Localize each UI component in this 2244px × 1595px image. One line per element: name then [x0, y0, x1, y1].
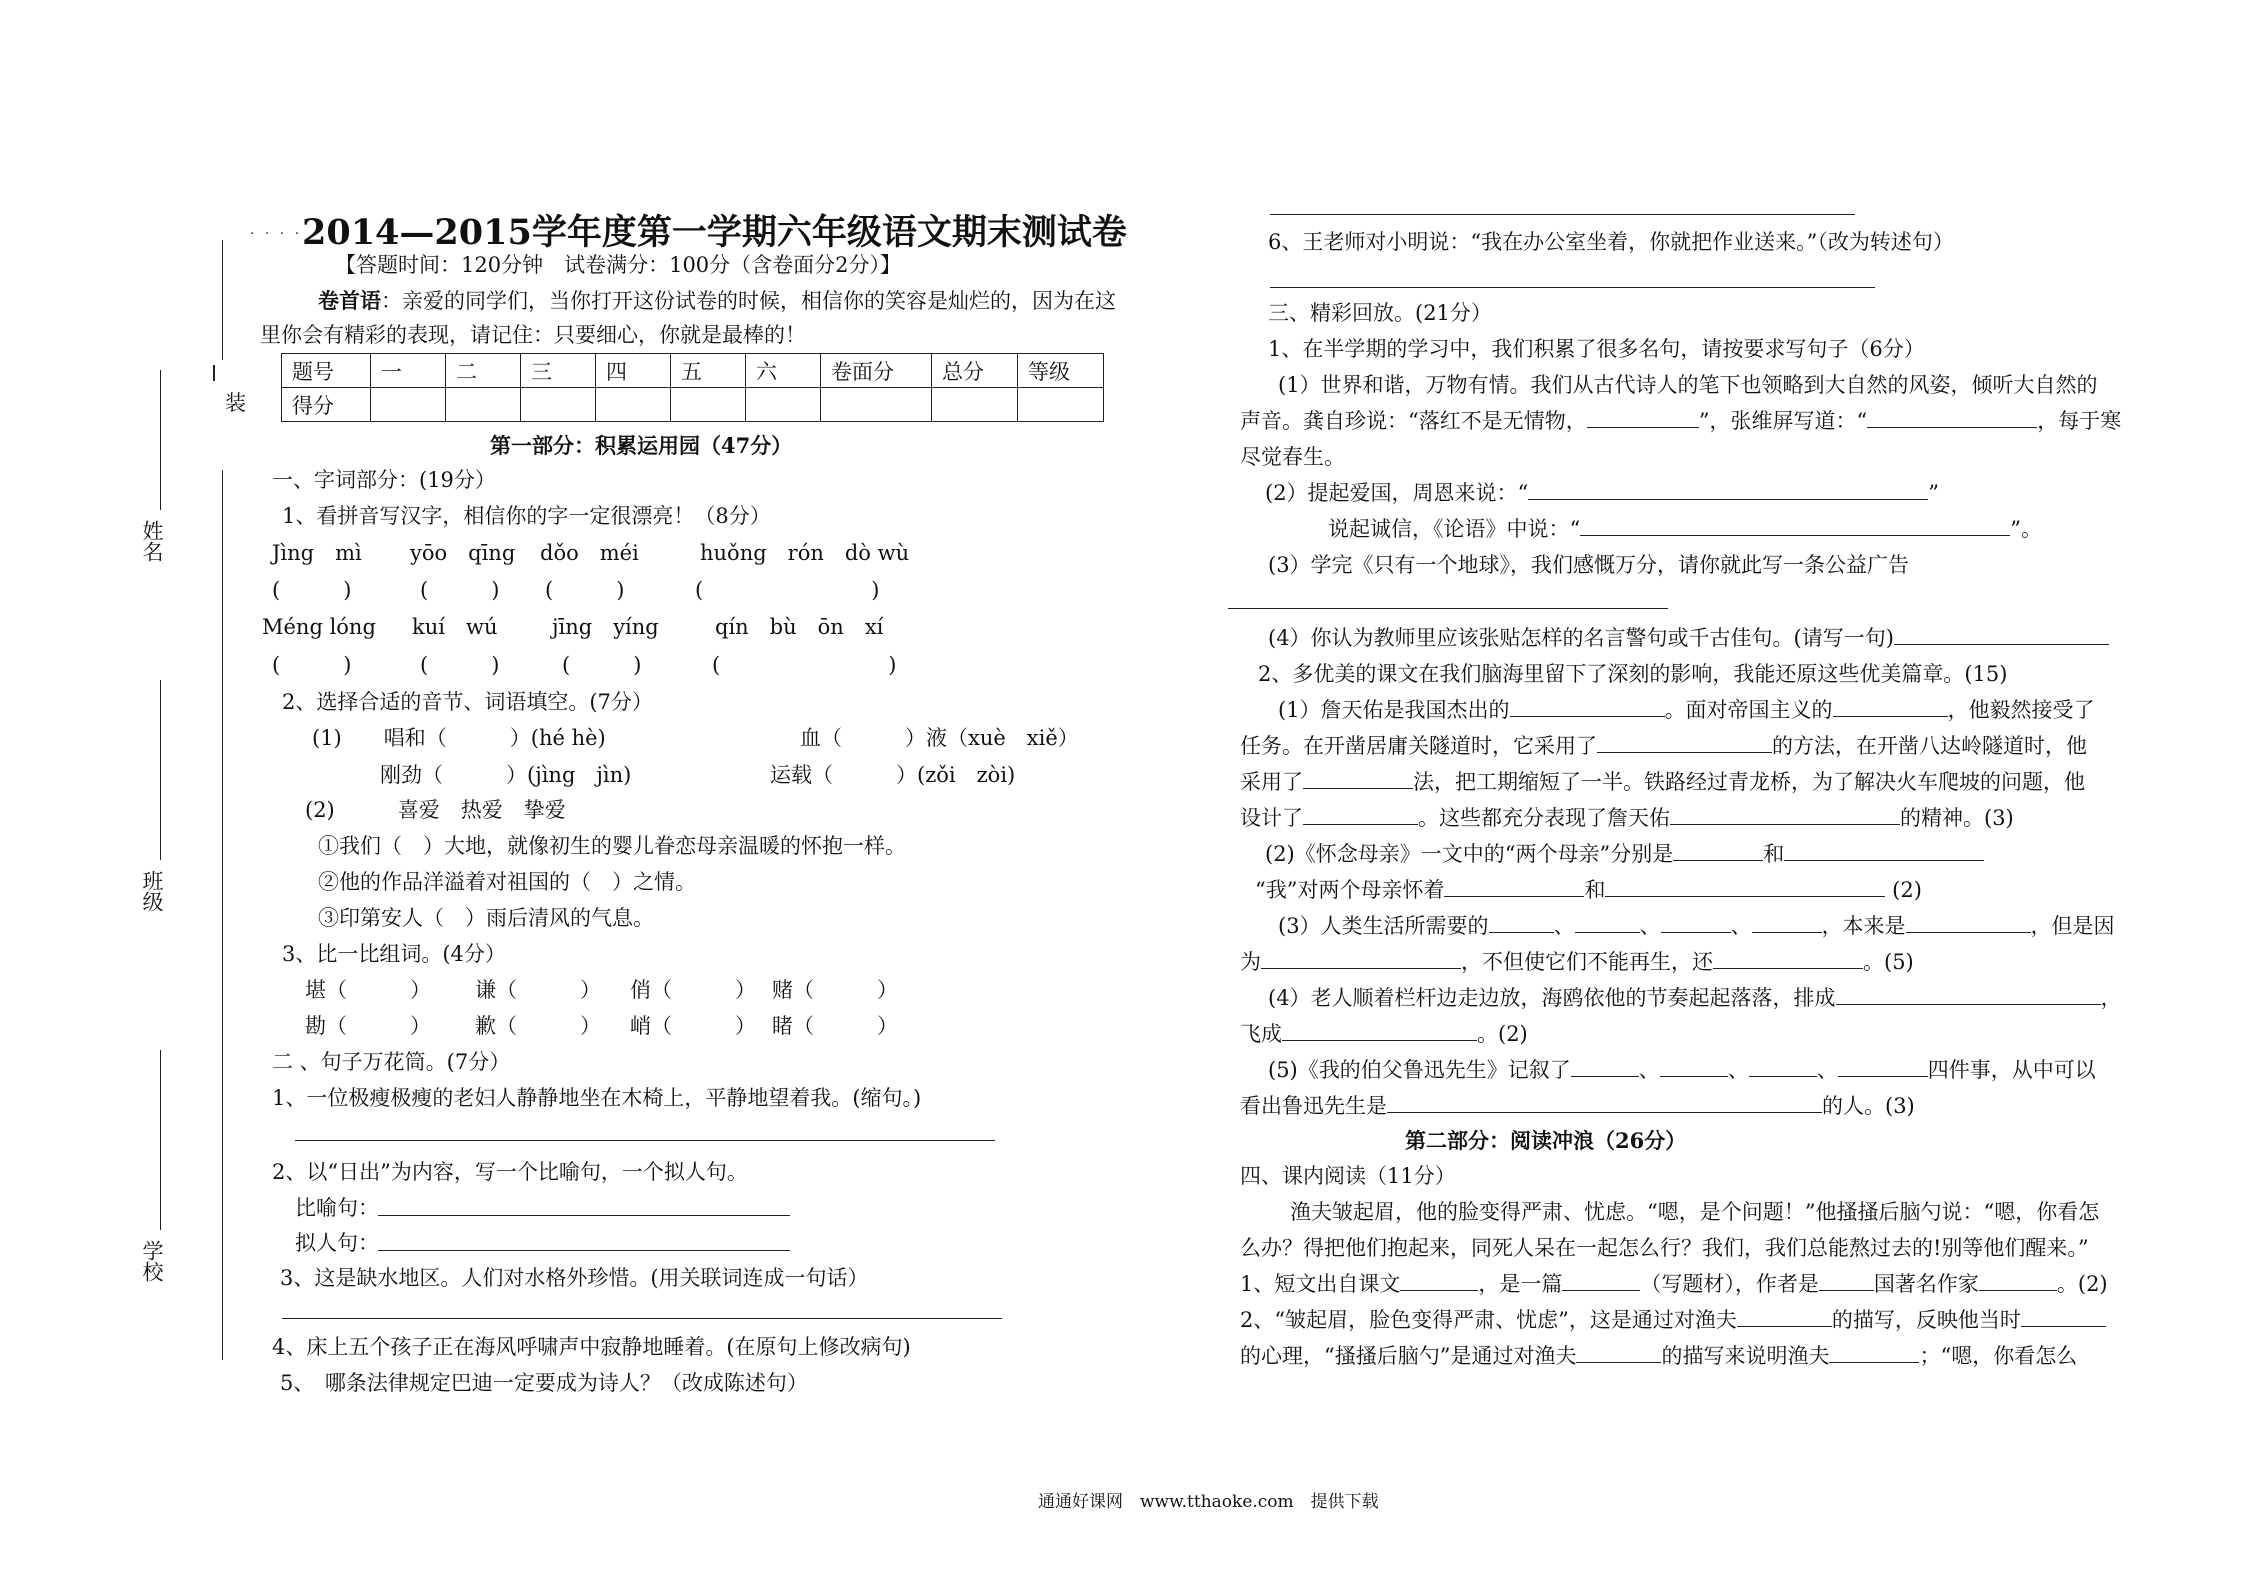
s2-q5: 5、 哪条法律规定巴迪一定要成为诗人？（改成陈述句） — [280, 1371, 808, 1395]
answer-bracket[interactable]: ( ) — [420, 578, 500, 602]
table-cell: 五 — [671, 354, 746, 388]
s2-q3: 3、这是缺水地区。人们对水格外珍惜。(用关联词连成一句话） — [280, 1266, 869, 1290]
reading-q2: 2、“皱起眉，脸色变得严肃、忧虑”，这是通过对渔夫 的描写，反映他当时 — [1240, 1310, 2106, 1331]
table-row — [282, 354, 1104, 388]
blank[interactable] — [1749, 1076, 1817, 1077]
pinyin: huǒng rón dò wù — [700, 541, 910, 565]
blank[interactable] — [1670, 824, 1900, 825]
q3-item: 峭（ ） — [630, 1014, 756, 1038]
answer-bracket[interactable]: ( ) — [272, 578, 352, 602]
s3-q2d: 设计了 。这些都充分表现了詹天佑 的精神。(3) — [1240, 806, 2014, 830]
pinyin: Jìng mì — [272, 541, 362, 565]
answer-bracket[interactable]: ( ) — [272, 653, 352, 677]
answer-line[interactable] — [295, 1140, 995, 1141]
binding-line — [222, 240, 223, 360]
s3-q2k: (5)《我的伯父鲁迅先生》记叙了 、 、 、 四件事，从中可以 — [1268, 1058, 2096, 1082]
table-cell: 等级 — [1018, 354, 1104, 388]
score-table — [281, 353, 1104, 422]
s3-q1b: 声音。龚自珍说：“落红不是无情物， ”，张维屏写道：“ ，每于寒 — [1240, 409, 2122, 433]
s3-q2: 2、多优美的课文在我们脑海里留下了深刻的影响，我能还原这些优美篇章。(15) — [1258, 662, 2008, 686]
blank[interactable] — [1829, 1362, 1919, 1363]
blank[interactable] — [1605, 896, 1885, 897]
s3-q2j: 飞成 。(2) — [1240, 1022, 1528, 1046]
s3-q1c: 尽觉春生。 — [1240, 445, 1345, 469]
table-cell: 总分 — [932, 354, 1018, 388]
s2-q2: 2、以“日出”为内容，写一个比喻句，一个拟人句。 — [272, 1160, 748, 1184]
blank[interactable] — [1400, 1290, 1478, 1291]
q3-item: 睹（ ） — [772, 1014, 898, 1038]
q1-prompt: 1、看拼音写汉字，相信你的字一定很漂亮！（8分） — [282, 504, 771, 528]
s3-q2c: 采用了 法，把工期缩短了一半。铁路经过青龙桥，为了解决火车爬坡的问题，他 — [1240, 770, 2085, 794]
score-cell[interactable] — [446, 388, 521, 422]
blank[interactable] — [1752, 932, 1822, 933]
blank[interactable] — [1576, 1362, 1661, 1363]
score-cell[interactable] — [821, 388, 932, 422]
table-cell: 四 — [596, 354, 671, 388]
answer-bracket[interactable]: ( ) — [695, 578, 880, 602]
blank[interactable] — [1510, 716, 1665, 717]
answer-line[interactable] — [1270, 287, 1875, 288]
q2-item: 血（ ）液（xuè xiě） — [800, 726, 1079, 750]
score-cell[interactable] — [1018, 388, 1104, 422]
s3-q2g: (3）人类生活所需要的 、 、 、 ，本来是 ，但是因 — [1278, 914, 2115, 938]
s3-q2b: 任务。在开凿居庸关隧道时，它采用了 的方法，在开凿八达岭隧道时，他 — [1240, 734, 2087, 758]
name-field[interactable] — [160, 370, 161, 510]
s2-q6: 6、王老师对小明说：“我在办公室坐着，你就把作业送来。”（改为转述句） — [1268, 230, 1954, 254]
binding-mark — [213, 365, 215, 381]
s3-q1: 1、在半学期的学习中，我们积累了很多名句，请按要求写句子（6分） — [1268, 337, 1925, 361]
school-label: 学校 — [140, 1240, 164, 1282]
q2-item: (1) 唱和（ ）(hé hè) — [312, 726, 606, 750]
s3-q1d: (2）提起爱国，周恩来说：“ ” — [1265, 481, 1940, 505]
table-cell: 题号 — [282, 354, 371, 388]
blank[interactable] — [1261, 968, 1461, 969]
pinyin: Méng lóng — [262, 615, 376, 639]
blank[interactable] — [1282, 1040, 1477, 1041]
q2-prompt: 2、选择合适的音节、词语填空。(7分） — [282, 690, 653, 714]
answer-bracket[interactable]: ( ) — [562, 653, 642, 677]
blank[interactable] — [1489, 932, 1554, 933]
blank[interactable] — [1906, 932, 2031, 933]
blank[interactable] — [1303, 824, 1418, 825]
personification-label: 拟人句： — [295, 1231, 379, 1255]
part1-title: 第一部分：积累运用园（47分） — [490, 433, 793, 458]
score-cell[interactable] — [671, 388, 746, 422]
blank[interactable] — [1737, 1326, 1832, 1327]
q3-item: 歉（ ） — [475, 1014, 601, 1038]
binding-line — [222, 470, 223, 1360]
s3-q2l: 看出鲁迅先生是 的人。(3) — [1240, 1094, 1915, 1118]
name-label: 姓名 — [140, 520, 164, 562]
score-cell[interactable] — [521, 388, 596, 422]
q2-sentence: ②他的作品洋溢着对祖国的（ ）之情。 — [318, 870, 696, 894]
blank[interactable] — [1661, 932, 1731, 933]
q2-item: 运载（ ）(zǒi zòi) — [770, 763, 1016, 787]
score-cell[interactable] — [596, 388, 671, 422]
q3-item: 堪（ ） — [305, 978, 431, 1002]
reading-q3: 的心理，“搔搔后脑勺”是通过对渔夫 的描写来说明渔夫 ；“嗯，你看怎么 — [1240, 1344, 2078, 1368]
reading-q1: 1、短文出自课文 ，是一篇 （写题材），作者是 国著名作家 。(2) — [1240, 1272, 2108, 1296]
pinyin: yōo qīng — [410, 541, 516, 565]
table-cell: 三 — [521, 354, 596, 388]
q3-item: 赌（ ） — [772, 978, 898, 1002]
blank[interactable] — [1838, 1076, 1928, 1077]
blank[interactable] — [1673, 860, 1763, 861]
reading-passage-line: 么办？得把他们抱起来，同死人呆在一起怎么行？我们，我们总能熬过去的!别等他们醒来。” — [1240, 1236, 2089, 1260]
blank[interactable] — [1713, 968, 1863, 969]
s3-q2a: (1）詹天佑是我国杰出的 。面对帝国主义的 ，他毅然接受了 — [1278, 698, 2095, 722]
pinyin: qín bù ōn xí — [715, 615, 884, 639]
table-cell: 二 — [446, 354, 521, 388]
preface-label: 卷首语 — [318, 288, 381, 313]
class-field[interactable] — [160, 680, 161, 860]
blank[interactable] — [1597, 752, 1772, 753]
margin-dots: . . . . — [250, 222, 303, 238]
score-cell[interactable] — [932, 388, 1018, 422]
q2-sentence: ①我们（ ）大地，就像初生的婴儿眷恋母亲温暖的怀抱一样。 — [318, 834, 906, 858]
score-cell[interactable] — [746, 388, 821, 422]
blank[interactable] — [1562, 1290, 1640, 1291]
blank[interactable] — [1571, 1076, 1639, 1077]
q3-prompt: 3、比一比组词。(4分） — [282, 942, 506, 966]
q3-item: 谦（ ） — [475, 978, 601, 1002]
s3-q1a: (1）世界和谐，万物有情。我们从古代诗人的笔下也领略到大自然的风姿，倾听大自然的 — [1278, 373, 2098, 397]
s2-q1: 1、一位极瘦极瘦的老妇人静静地坐在木椅上，平静地望着我。(缩句。) — [272, 1086, 922, 1110]
blank[interactable] — [1894, 644, 2109, 645]
school-field[interactable] — [160, 1050, 161, 1230]
table-row — [282, 388, 1104, 422]
answer-line[interactable] — [378, 1250, 790, 1251]
table-cell: 六 — [746, 354, 821, 388]
blank[interactable] — [1528, 499, 1928, 500]
blank[interactable] — [1303, 788, 1413, 789]
section-2-heading: 二 、句子万花筒。(7分） — [272, 1050, 511, 1074]
q2-item: 刚劲（ ）(jìng jìn) — [380, 763, 632, 787]
section-1-heading: 一、字词部分：(19分） — [272, 468, 496, 492]
exam-meta: 【答题时间：120分钟 试卷满分：100分（含卷面分2分）】 — [335, 253, 902, 277]
blank[interactable] — [2021, 1326, 2106, 1327]
answer-bracket[interactable]: ( ) — [545, 578, 625, 602]
blank[interactable] — [1587, 427, 1699, 428]
answer-bracket[interactable]: ( ) — [420, 653, 500, 677]
blank[interactable] — [1784, 860, 1984, 861]
s3-q2f: “我”对两个母亲怀着 和 (2) — [1255, 878, 1922, 902]
s3-q2i: (4）老人顺着栏杆边走边放，海鸥依他的节奏起起落落，排成 ， — [1268, 986, 2122, 1010]
answer-line[interactable] — [1228, 608, 1668, 609]
simile-label: 比喻句： — [295, 1196, 379, 1220]
pinyin: kuí wú — [412, 615, 498, 639]
blank[interactable] — [1833, 716, 1948, 717]
q3-item: 勘（ ） — [305, 1014, 431, 1038]
blank[interactable] — [1444, 896, 1584, 897]
preface-line-1: 卷首语：亲爱的同学们，当你打开这份试卷的时候，相信你的笑容是灿烂的，因为在这 — [318, 288, 1116, 313]
s2-q4: 4、床上五个孩子正在海风呼啸声中寂静地睡着。(在原句上修改病句) — [272, 1335, 911, 1359]
class-label: 班级 — [140, 870, 164, 912]
blank[interactable] — [1819, 1290, 1874, 1291]
s3-q2h: 为 ，不但使它们不能再生，还 。(5) — [1240, 950, 1914, 974]
answer-line[interactable] — [282, 1318, 1002, 1319]
blank[interactable] — [1836, 1004, 2101, 1005]
section-3-heading: 三、精彩回放。(21分） — [1268, 301, 1492, 325]
part2-title: 第二部分：阅读冲浪（26分） — [1405, 1128, 1687, 1153]
answer-bracket[interactable]: ( ) — [712, 653, 897, 677]
footer-credit: 通通好课网 www.tthaoke.com 提供下载 — [1038, 1492, 1379, 1512]
q2-sentence: ③印第安人（ ）雨后清风的气息。 — [318, 906, 654, 930]
table-cell: 卷面分 — [821, 354, 932, 388]
preface-line-2: 里你会有精彩的表现，请记住：只要细心，你就是最棒的！ — [260, 323, 806, 347]
blank[interactable] — [1867, 427, 2037, 428]
pinyin: jīng yíng — [552, 615, 659, 639]
score-cell[interactable] — [371, 388, 446, 422]
table-cell: 得分 — [282, 388, 371, 422]
reading-passage-line: 渔夫皱起眉，他的脸变得严肃、忧虑。“嗯，是个问题！”他搔搔后脑勺说：“嗯，你看怎 — [1290, 1200, 2100, 1224]
blank[interactable] — [1580, 535, 2010, 536]
answer-line[interactable] — [378, 1215, 790, 1216]
s3-q1e: 说起诚信，《论语》中说：“ ”。 — [1328, 517, 2042, 541]
binding-zhuang: 装 — [225, 391, 246, 415]
blank[interactable] — [1979, 1290, 2057, 1291]
s3-q2e: (2)《怀念母亲》一文中的“两个母亲”分别是 和 — [1265, 844, 1984, 865]
blank[interactable] — [1660, 1076, 1728, 1077]
q2-options: (2) 喜爱 热爱 挚爱 — [305, 798, 566, 822]
blank[interactable] — [1387, 1112, 1822, 1113]
s3-q1f: (3）学完《只有一个地球》，我们感慨万分，请你就此写一条公益广告 — [1268, 553, 1910, 577]
blank[interactable] — [1575, 932, 1640, 933]
s3-q1g: (4）你认为教师里应该张贴怎样的名言警句或千古佳句。(请写一句) — [1268, 628, 2109, 649]
section-4-heading: 四、课内阅读（11分） — [1240, 1164, 1456, 1188]
pinyin: dǒo méi — [540, 541, 639, 565]
answer-line[interactable] — [1270, 214, 1855, 215]
table-cell: 一 — [371, 354, 446, 388]
q3-item: 俏（ ） — [630, 978, 756, 1002]
exam-title: 2014—2015学年度第一学期六年级语文期末测试卷 — [302, 212, 1127, 253]
